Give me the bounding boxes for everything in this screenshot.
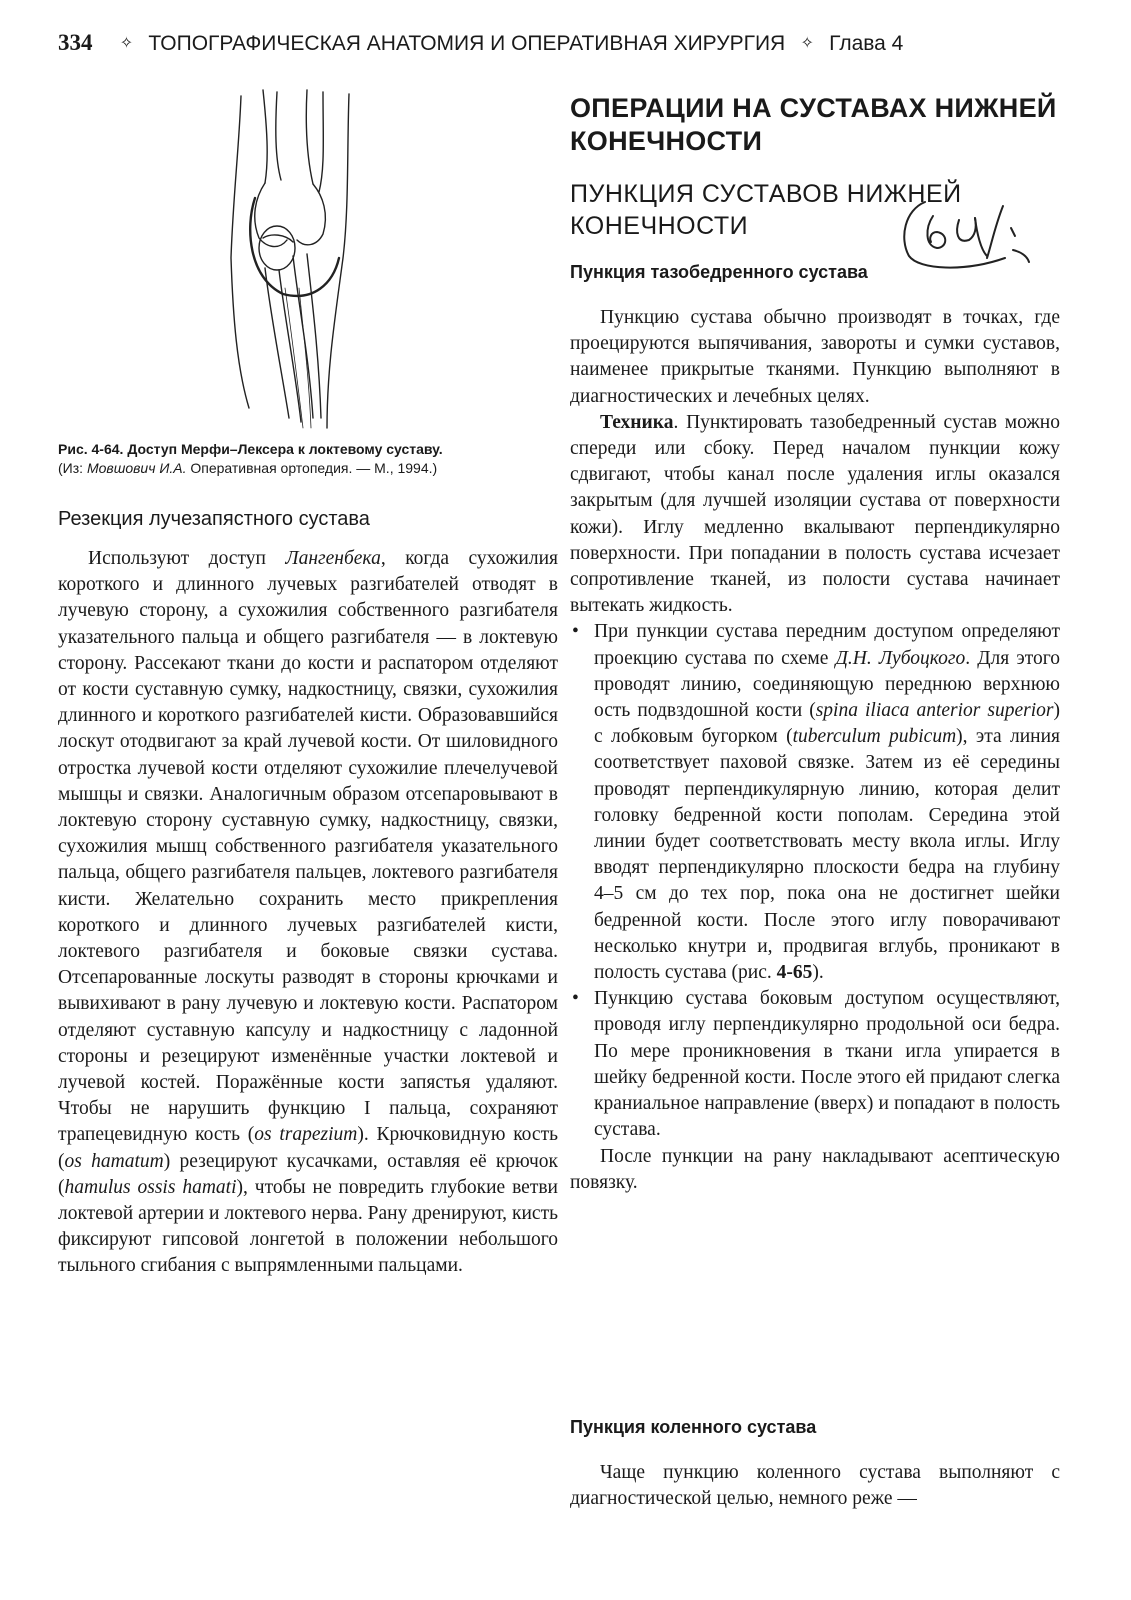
hip-closing-paragraph: После пункции на рану накладывают асептическую повязку.: [570, 1145, 1060, 1193]
chapter-label: Глава 4: [829, 32, 904, 55]
knee-puncture-body: [570, 1460, 1060, 1512]
figure-title: Доступ Мерфи–Лексера к локтевому суставу.: [127, 441, 443, 457]
hip-puncture-body: [570, 305, 1060, 1196]
hip-technique-paragraph: Техника. Пунктировать тазобедренный сустав можно спереди или сбоку. Перед началом пункции кожу сдвигают, чтобы канал после удаления иглы оказался закрытым (для лучшей изоляции сустава от поверхности кожи). Иглу медленно вкалывают перпендикулярно поверхности. При попадании в полость сустава исчезает сопротивление тканей, из полости сустава начинает вытекать жидкость.: [570, 411, 1060, 617]
figure-source-prefix: (Из:: [58, 460, 87, 476]
section-title: ОПЕРАЦИИ НА СУСТАВАХ НИЖНЕЙ КОНЕЧНОСТИ: [570, 93, 1057, 156]
diamond-separator-icon: ✧: [800, 35, 814, 52]
figure-source-author: Мовшович И.А.: [86, 460, 187, 476]
hip-intro-paragraph: Пункцию сустава обычно производят в точках, где проецируются выпячивания, завороты и сумки суставов, наименее прикрытые тканями. Пункцию выполняют в диагностических и лечебных целях.: [570, 307, 1060, 407]
subsection-title: ПУНКЦИЯ СУСТАВОВ НИЖНЕЙ КОНЕЧНОСТИ: [570, 180, 962, 240]
figure-caption: [58, 440, 558, 478]
knee-intro-paragraph: Чаще пункцию коленного сустава выполняют с диагностической целью, немного реже —: [570, 1462, 1060, 1510]
list-item: • Пункцию сустава боковым доступом осуществляют, проводя иглу перпендикулярно продольной оси бедра. По мере проникновения в ткани игла упирается в шейку бедренной кости. После этого ей придают слегка краниальное направление (вверх) и попадают в полость сустава.: [570, 986, 1060, 1143]
wrist-resection-heading: Резекция лучезапястного сустава: [58, 508, 370, 530]
figure-label: Рис. 4-64.: [58, 441, 124, 457]
wrist-resection-body: [58, 546, 558, 1280]
elbow-illustration: [215, 88, 365, 433]
page-number: 334: [58, 30, 93, 55]
diamond-separator-icon: ✧: [119, 35, 134, 52]
hip-puncture-heading: Пункция тазобедренного сустава: [570, 262, 868, 282]
book-title: ТОПОГРАФИЧЕСКАЯ АНАТОМИЯ И ОПЕРАТИВНАЯ ХИРУРГИЯ: [148, 32, 786, 55]
hip-access-list: [570, 619, 1060, 1143]
knee-puncture-heading: Пункция коленного сустава: [570, 1417, 817, 1437]
wrist-resection-paragraph: Используют доступ Лангенбека, когда сухожилия короткого и длинного лучевых разгибателей отводят в лучевую сторону, а сухожилия собственного разгибателя указательного пальца и общего разгибателя — в локтевую сторону. Рассекают ткани до кости и распатором отделяют от кости суставную сумку, надкостницу, связки, сухожилия длинного и короткого разгибателей кисти. Образовавшийся лоскут отодвигают за край лучевой кости. От шиловидного отростка лучевой кости отделяют сухожилие плечелучевой мышцы и связки. Аналогичным образом отсепаровывают в локтевую сторону суставную сумку, надкостницу, связки, сухожилия мышц собственного разгибателя указательного пальца, общего разгибателя пальцев, локтевого разгибателя кисти. Желательно сохранить место прикрепления короткого и длинного лучевых разгибателей кисти, локтевого разгибателя и боковые связки сустава. Отсепарованные лоскуты разводят в стороны крючками и вывихивают в рану лучевую и локтевую кости. Распатором отделяют суставную капсулу и надкостницу с ладонной стороны и резецируют изменённые участки локтевой и лучевой костей. Поражённые кости запястья удаляют. Чтобы не нарушить функцию I пальца, сохраняют трапецевидную кость (os trapezium). Крючковидную кость (os hamatum) резецируют кусачками, оставляя её крючок (hamulus ossis hamati), чтобы не повредить глубокие ветви локтевой артерии и локтевого нерва. Рану дренируют, кисть фиксируют гипсовой лонгетой в положении небольшого тыльного сгибания с выпрямленными пальцами.: [58, 548, 559, 1277]
list-item: • При пункции сустава передним доступом определяют проекцию сустава по схеме Д.Н. Лубоцкого. Для этого проводят линию, соединяющую переднюю верхнюю ость подвздошной кости (spina iliaca anterior superior) с лобковым бугорком (tuberculum pubicum), эта линия соответствует паховой связке. Затем из её середины проводят перпендикулярную линию, которая делит головку бедренной кости пополам. Середина этой линии будет соответствовать месту вкола иглы. Иглу вводят перпендикулярно плоскости бедра на глубину 4–5 см до тех пор, пока она не достигнет шейки бедренной кости. После этого иглу поворачивают несколько кнутри и, продвигая вглубь, проникают в полость сустава (рис. 4-65).: [570, 619, 1060, 986]
running-header: [58, 30, 1078, 64]
figure-source-rest: Оперативная ортопедия. — М., 1994.): [186, 460, 438, 476]
